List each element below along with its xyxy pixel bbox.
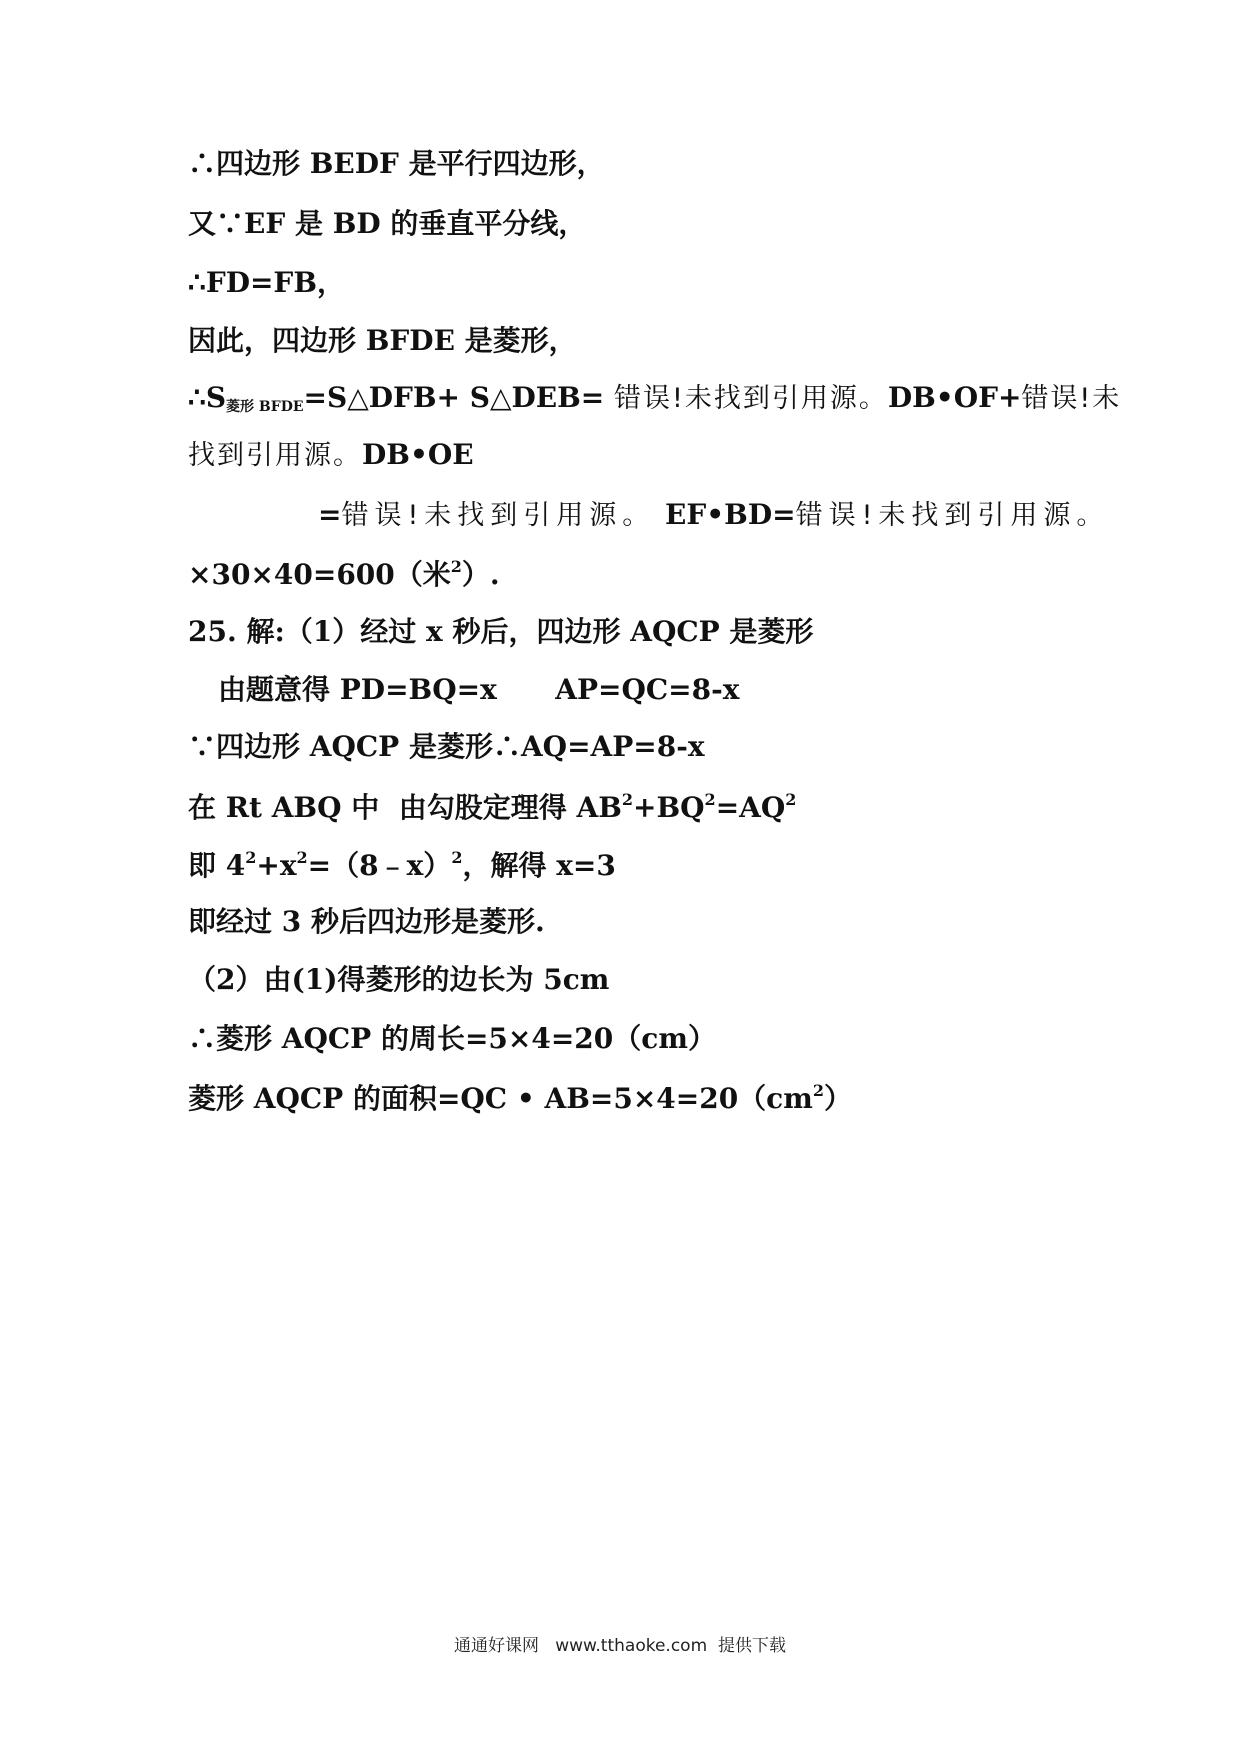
text-line: ∴四边形 BEDF 是平行四边形， <box>188 147 605 180</box>
subscript: 菱形 BFDE <box>226 399 304 415</box>
superscript: 2 <box>704 790 716 809</box>
text-fragment: =S△DFB+ S△DEB= <box>303 381 605 414</box>
text-line <box>188 1083 852 1113</box>
text-fragment: DB•OE <box>362 438 474 471</box>
error-reference-text: 错误!未找到引用源。 <box>341 500 656 531</box>
text-line: ∴FD=FB， <box>188 266 345 299</box>
text-fragment: =（8﹣x） <box>307 849 452 882</box>
superscript: 2 <box>812 1081 825 1100</box>
superscript: 2 <box>245 848 257 867</box>
text-fragment: +BQ <box>633 791 705 824</box>
text-line <box>318 498 1110 531</box>
text-line <box>188 559 500 589</box>
error-reference-text: 错误!未找到引用源。 <box>795 500 1110 531</box>
text-line: 即经过 3 秒后四边形是菱形. <box>188 905 545 938</box>
page-footer: 通通好课网 www.tthaoke.com 提供下载 <box>454 1636 786 1656</box>
superscript: 2 <box>296 848 308 867</box>
text-fragment: ）. <box>461 558 500 591</box>
text-line: 又∵EF 是 BD 的垂直平分线， <box>188 207 587 240</box>
text-fragment: ∴S <box>188 381 227 414</box>
text-fragment: ×30×40=600（米 <box>188 558 451 591</box>
text-line: 因此，四边形 BFDE 是菱形， <box>188 324 577 357</box>
text-fragment: 菱形 AQCP 的面积=QC • AB=5×4=20（cm <box>188 1082 813 1115</box>
text-fragment: = <box>318 498 342 531</box>
text-line: ∵四边形 AQCP 是菱形∴AQ=AP=8-x <box>188 730 705 763</box>
text-fragment: EF•BD= <box>665 498 796 531</box>
text-fragment: DB•OF+ <box>887 381 1022 414</box>
superscript: 2 <box>785 790 797 809</box>
error-reference-text: 找到引用源。 <box>188 440 362 471</box>
text-line: ∴菱形 AQCP 的周长=5×4=20（cm） <box>188 1022 716 1055</box>
text-fragment: +x <box>256 849 297 882</box>
text-line <box>188 438 474 471</box>
text-line: 由题意得 PD=BQ=x AP=QC=8-x <box>218 673 740 706</box>
error-reference-text: 错误!未 <box>1021 383 1122 414</box>
text-fragment: ，解得 x=3 <box>462 849 616 882</box>
text-fragment: =AQ <box>715 791 786 824</box>
text-fragment: 在 Rt ABQ 中 由勾股定理得 AB <box>188 791 622 824</box>
superscript: 2 <box>621 790 634 809</box>
superscript: 2 <box>450 557 462 576</box>
text-line: （2）由(1)得菱形的边长为 5cm <box>188 963 610 996</box>
text-line: 25. 解:（1）经过 x 秒后，四边形 AQCP 是菱形 <box>188 615 814 648</box>
text-line <box>188 850 616 880</box>
text-fragment: 即 4 <box>188 849 246 882</box>
error-reference-text: 错误!未找到引用源。 <box>614 383 888 414</box>
superscript: 2 <box>451 848 463 867</box>
text-line <box>188 381 1122 415</box>
text-fragment: ） <box>824 1082 853 1115</box>
text-line <box>188 792 796 822</box>
